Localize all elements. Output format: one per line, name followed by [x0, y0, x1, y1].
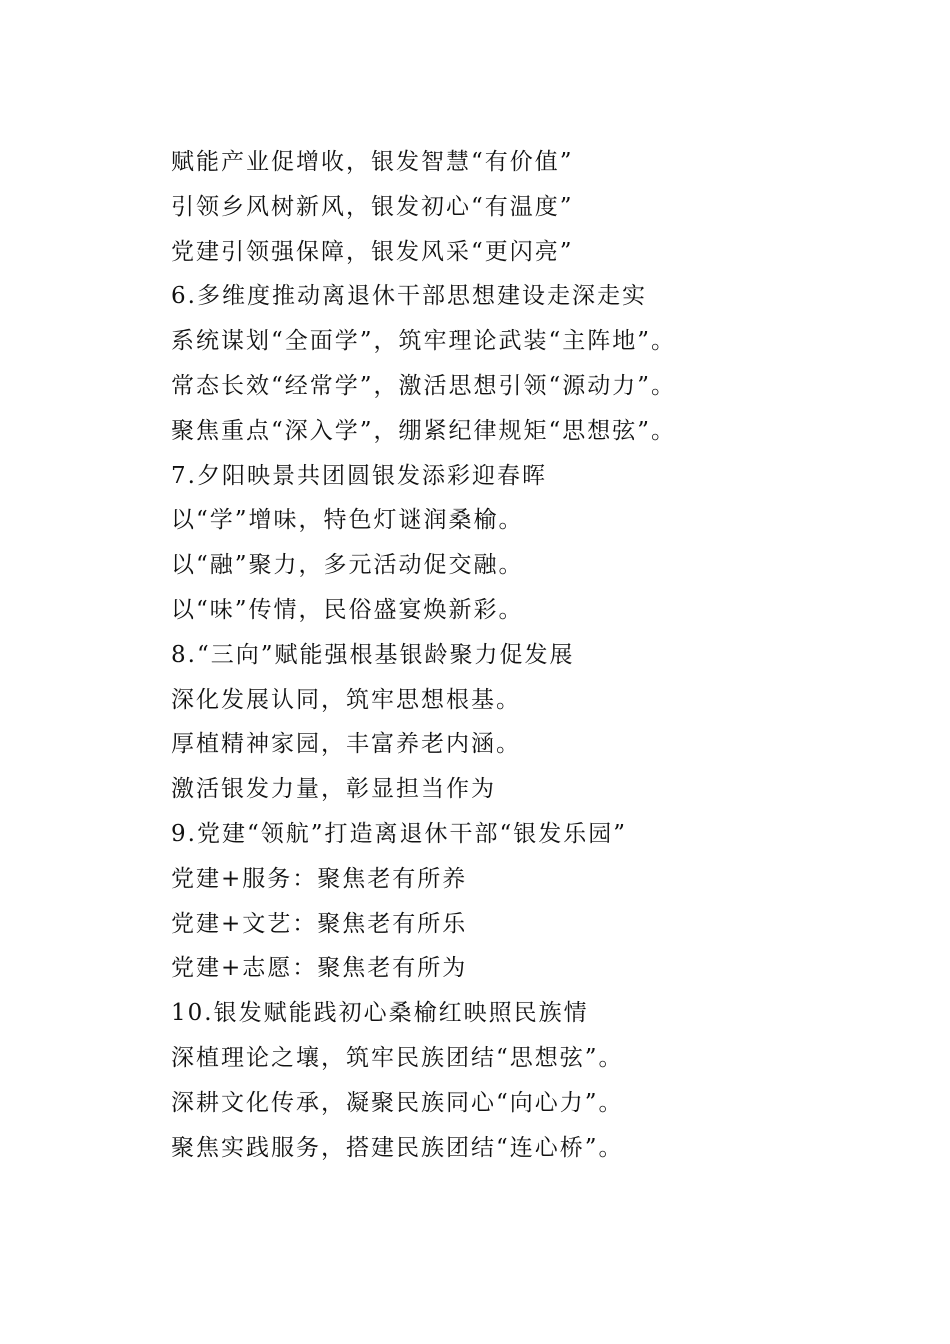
- text-line: 赋能产业促增收，银发智慧“有价值”: [171, 149, 574, 175]
- section-heading-7: 7.夕阳映景共团圆银发添彩迎春晖: [171, 462, 547, 489]
- text-line: 党建引领强保障，银发风采“更闪亮”: [171, 238, 574, 265]
- text-line: 深化发展认同，筑牢思想根基。: [171, 686, 521, 713]
- document-body: [171, 140, 891, 1170]
- section-heading-6: 6.多维度推动离退休干部思想建设走深走实: [171, 283, 647, 310]
- text-line: 以“味”传情，民俗盛宴焕新彩。: [171, 596, 524, 623]
- text-line: 聚焦重点“深入学”，绷紧纪律规矩“思想弦”。: [171, 417, 677, 444]
- section-heading-9: 9.党建“领航”打造离退休干部“银发乐园”: [171, 820, 627, 847]
- text-line: 党建+志愿：聚焦老有所为: [171, 955, 468, 982]
- text-line: 激活银发力量，彰显担当作为: [171, 776, 496, 803]
- text-line: 常态长效“经常学”，激活思想引领“源动力”。: [171, 372, 677, 399]
- text-line: 系统谋划“全面学”，筑牢理论武装“主阵地”。: [171, 328, 677, 355]
- text-line: 以“学”增味，特色灯谜润桑榆。: [171, 507, 524, 534]
- text-line: 深耕文化传承，凝聚民族同心“向心力”。: [171, 1089, 624, 1116]
- text-line: 厚植精神家园，丰富养老内涵。: [171, 731, 521, 758]
- text-line: 党建+文艺：聚焦老有所乐: [171, 910, 468, 937]
- text-line: 引领乡风树新风，银发初心“有温度”: [171, 193, 574, 220]
- text-line: 以“融”聚力，多元活动促交融。: [171, 552, 524, 579]
- text-line: 深植理论之壤，筑牢民族团结“思想弦”。: [171, 1044, 624, 1071]
- text-line: 党建+服务：聚焦老有所养: [171, 865, 468, 892]
- section-heading-10: 10.银发赋能践初心桑榆红映照民族情: [171, 1000, 589, 1027]
- section-heading-8: 8.“三向”赋能强根基银龄聚力促发展: [171, 641, 575, 668]
- text-line: 聚焦实践服务，搭建民族团结“连心桥”。: [171, 1134, 624, 1161]
